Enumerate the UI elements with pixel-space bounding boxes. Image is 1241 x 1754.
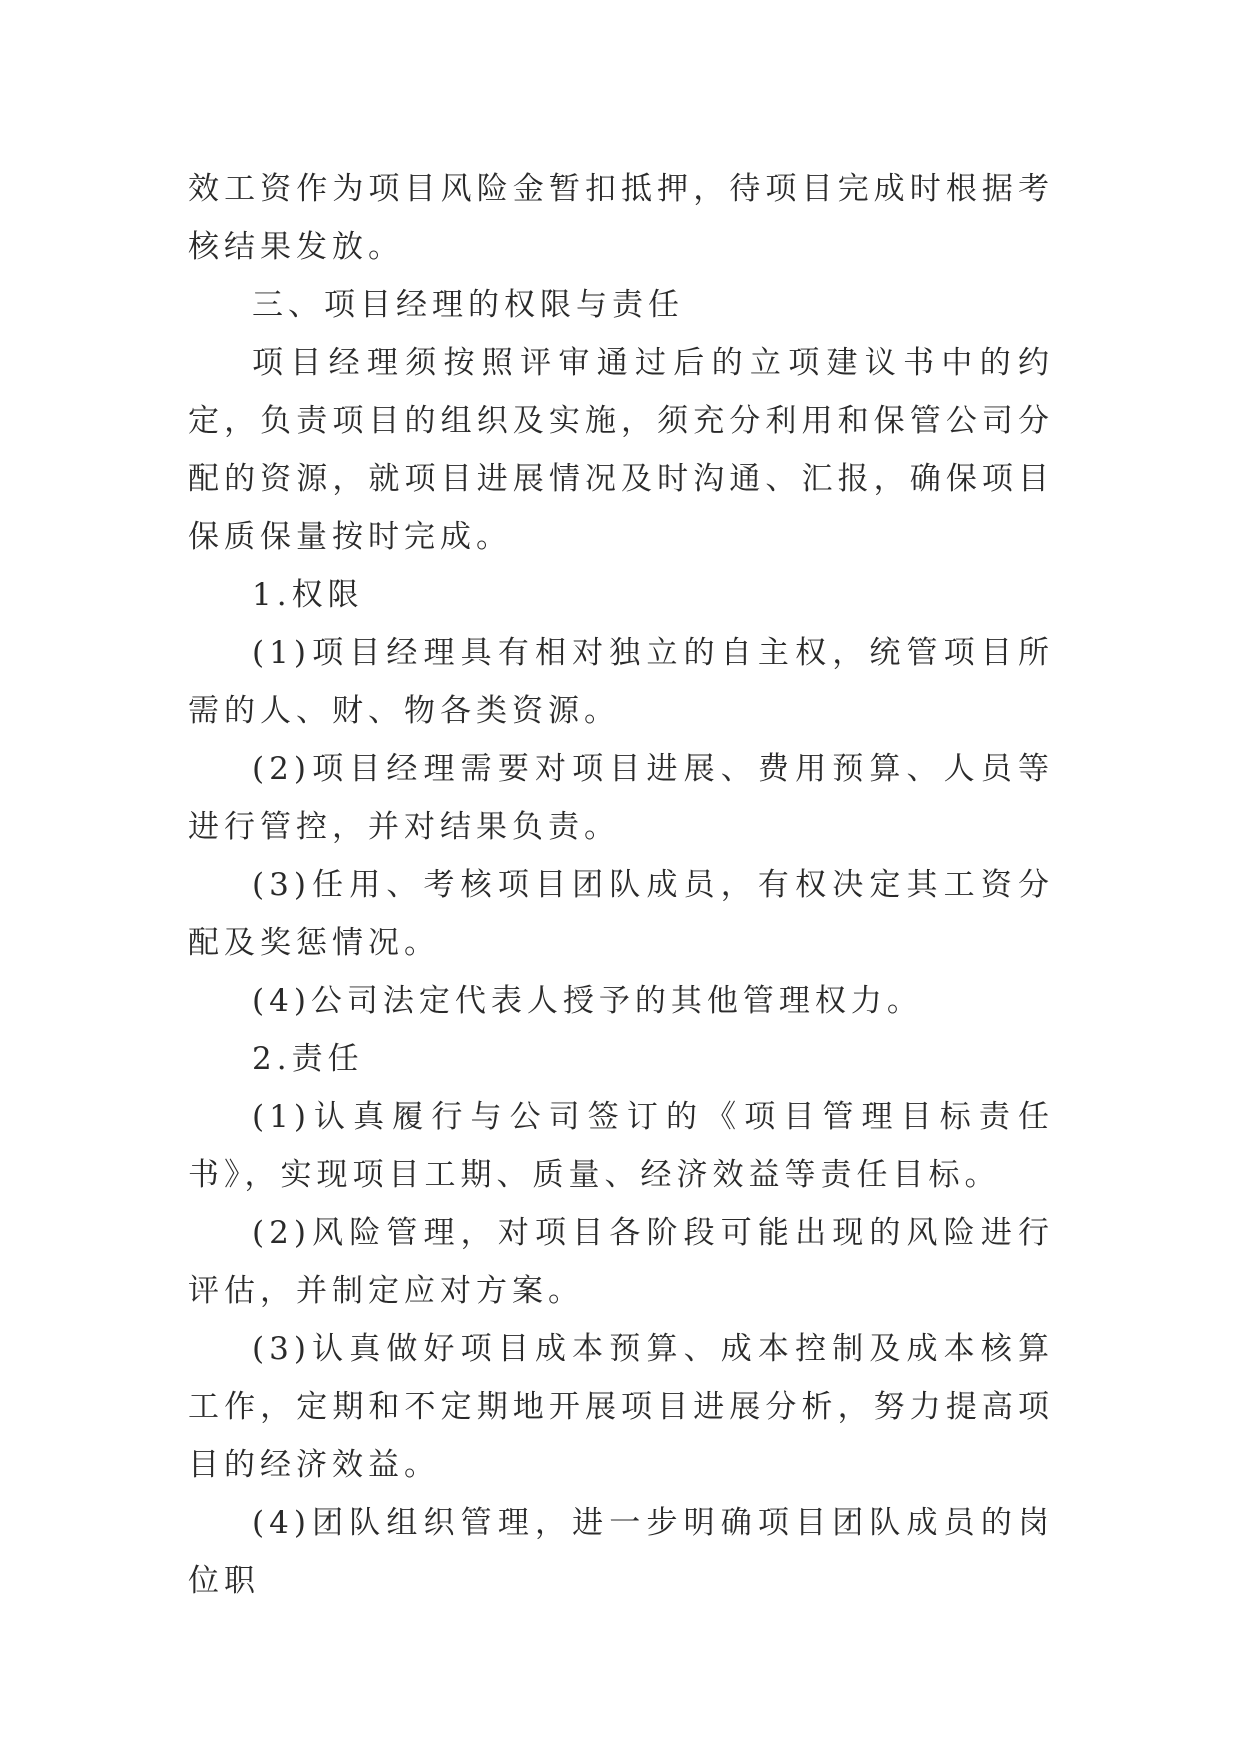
authority-item-1: (1)项目经理具有相对独立的自主权，统管项目所需的人、财、物各类资源。	[188, 635, 1054, 729]
authority-item-3: (3)任用、考核项目团队成员，有权决定其工资分配及奖惩情况。	[188, 867, 1054, 961]
section-heading-3: 三、项目经理的权限与责任	[252, 287, 684, 323]
responsibility-item-4: (4)团队组织管理，进一步明确项目团队成员的岗位职	[188, 1505, 1054, 1599]
paragraph-intro: 项目经理须按照评审通过后的立项建议书中的约定，负责项目的组织及实施，须充分利用和保管公司分配的资源，就项目进展情况及时沟通、汇报，确保项目保质保量按时完成。	[188, 345, 1054, 555]
authority-item-4: (4)公司法定代表人授予的其他管理权力。	[252, 983, 923, 1019]
subsection-heading-authority: 1.权限	[252, 577, 364, 613]
paragraph-continuation: 效工资作为项目风险金暂扣抵押，待项目完成时根据考核结果发放。	[188, 171, 1054, 265]
responsibility-item-2: (2)风险管理，对项目各阶段可能出现的风险进行评估，并制定应对方案。	[188, 1215, 1054, 1309]
subsection-heading-responsibility: 2.责任	[252, 1041, 364, 1077]
responsibility-item-1: (1)认真履行与公司签订的《项目管理目标责任书》，实现项目工期、质量、经济效益等责任目标。	[188, 1099, 1054, 1193]
responsibility-item-3: (3)认真做好项目成本预算、成本控制及成本核算工作，定期和不定期地开展项目进展分析，努力提高项目的经济效益。	[188, 1331, 1054, 1483]
authority-item-2: (2)项目经理需要对项目进展、费用预算、人员等进行管控，并对结果负责。	[188, 751, 1054, 845]
document-body	[188, 160, 1054, 1610]
